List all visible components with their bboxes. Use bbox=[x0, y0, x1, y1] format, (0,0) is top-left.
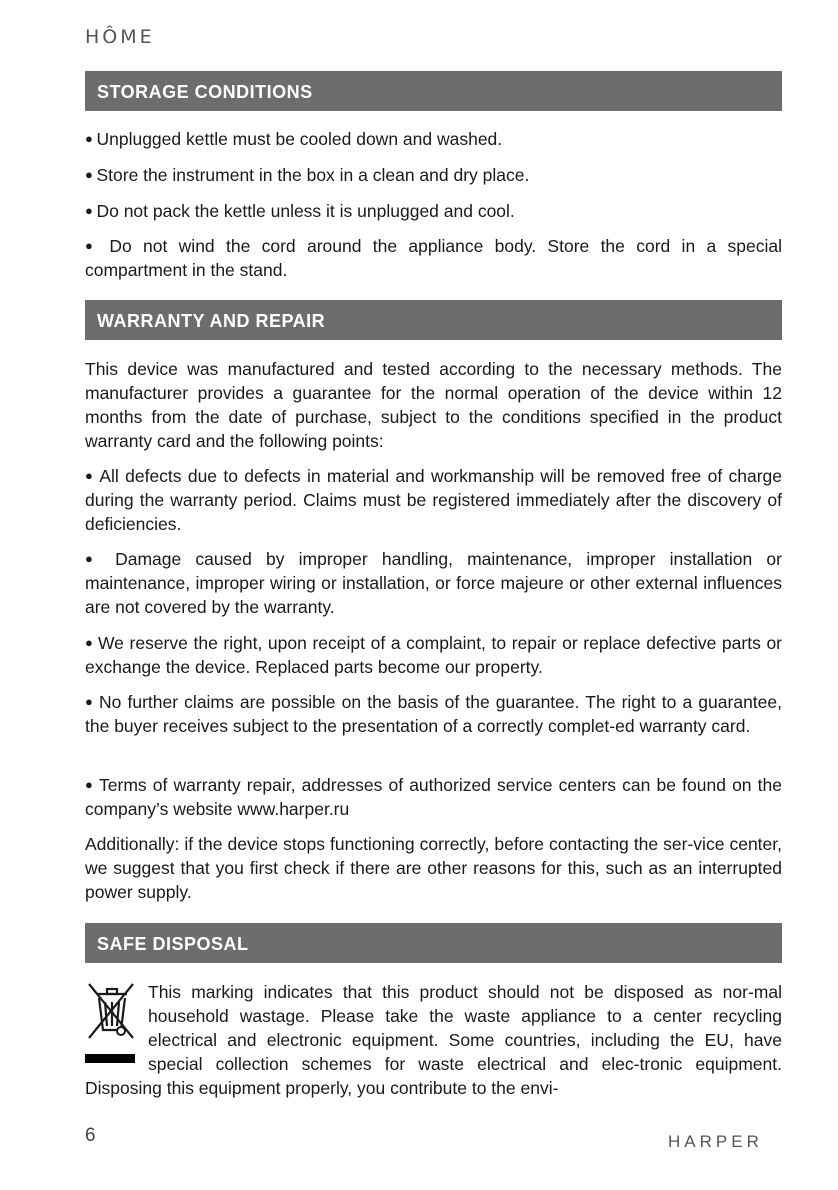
warranty-item: ● All defects due to defects in material and workmanship will be removed free of charge during the warranty period. Claims must be registered immediately after the discovery of deficiencies. bbox=[85, 464, 782, 536]
warranty-item: ● Damage caused by improper handling, maintenance, improper installation or maintenance, improper wiring or installation, or force majeure or other external influences are not covered by the warranty. bbox=[85, 547, 782, 619]
warranty-additional: Additionally: if the device stops functioning correctly, before contacting the ser-vice center, we suggest that you first check if there are other reasons for this, such as an interrupted power supply. bbox=[85, 834, 782, 902]
warranty-item: ● No further claims are possible on the basis of the guarantee. The right to a guarantee, the buyer receives subject to the presentation of a correctly complet-ed warranty card. bbox=[85, 690, 782, 738]
disposal-block bbox=[85, 980, 782, 1100]
warranty-intro: This device was manufactured and tested according to the necessary methods. The manufacturer provides a guarantee for the normal operation of the device within 12 months from the date of purchase, subject to the conditions specified in the product warranty card and the following points: bbox=[85, 359, 782, 451]
warranty-item: ● Terms of warranty repair, addresses of authorized service centers can be found on the company’s website www.harper.ru bbox=[85, 773, 782, 821]
home-logo: HÔME bbox=[85, 26, 155, 48]
disposal-text: This marking indicates that this product should not be disposed as nor-mal household wastage. Please take the waste appliance to a center recycling electrical and electronic equipment. Some countries, including the EU, have special collection schemes for waste electrical and elec-tronic equipment. Disposing this equipment properly, you contribute to the envi- bbox=[85, 982, 782, 1098]
section-title-disposal: SAFE DISPOSAL bbox=[85, 923, 782, 963]
warranty-item: ● We reserve the right, upon receipt of a complaint, to repair or replace defective parts or exchange the device. Replaced parts become our property. bbox=[85, 631, 782, 679]
section-title-warranty: WARRANTY AND REPAIR bbox=[85, 300, 782, 340]
storage-item: ● Do not pack the kettle unless it is unplugged and cool. bbox=[85, 199, 782, 223]
storage-item: ● Do not wind the cord around the appliance body. Store the cord in a special compartment in the stand. bbox=[85, 234, 782, 282]
crossed-out-wheelie-bin-icon bbox=[85, 980, 140, 1072]
brand-logo: HARPER bbox=[668, 1132, 763, 1151]
storage-item: ● Unplugged kettle must be cooled down and washed. bbox=[85, 127, 782, 151]
page-number: 6 bbox=[85, 1125, 96, 1146]
section-title-storage: STORAGE CONDITIONS bbox=[85, 71, 782, 111]
storage-item: ● Store the instrument in the box in a clean and dry place. bbox=[85, 163, 782, 187]
